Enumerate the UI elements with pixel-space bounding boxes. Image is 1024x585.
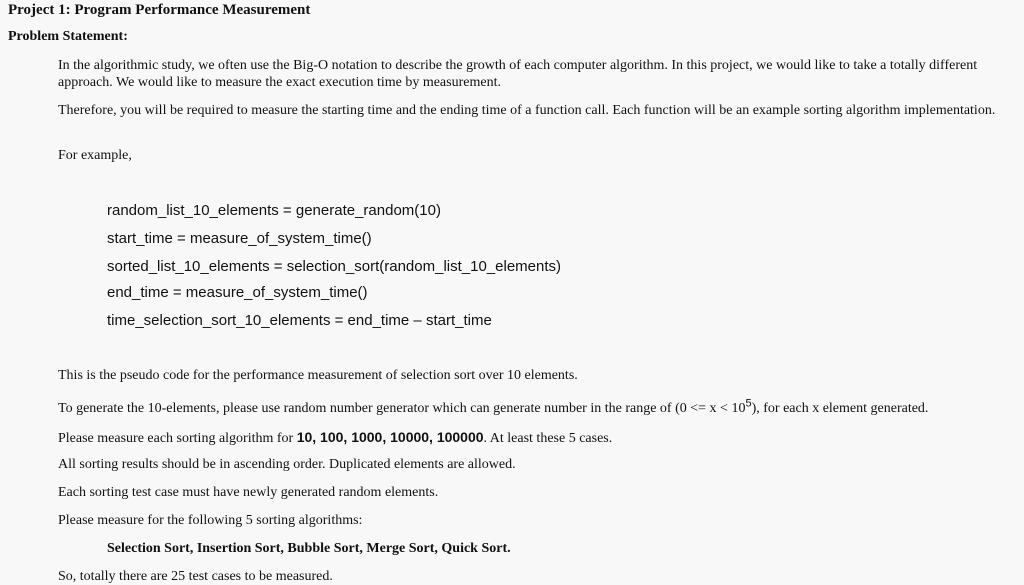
- pseudo-code-note: This is the pseudo code for the performance measurement of selection sort over 10 elements.: [58, 368, 578, 383]
- intro-paragraph: In the algorithmic study, we often use the Big-O notation to describe the growth of each computer algorithm. In this project, we would like to take a totally different approach. We would like to measure the exact execution time by measurement.: [58, 58, 978, 90]
- measure-cases-instruction: [58, 429, 612, 447]
- measure-text-after: . At least these 5 cases.: [483, 431, 613, 446]
- project-title: Project 1: Program Performance Measurement: [8, 2, 311, 18]
- code-line: time_selection_sort_10_elements = end_time – start_time: [107, 312, 492, 329]
- ascending-requirement: All sorting results should be in ascending order. Duplicated elements are allowed.: [58, 457, 516, 472]
- code-line: start_time = measure_of_system_time(): [107, 230, 372, 247]
- code-line: sorted_list_10_elements = selection_sort(random_list_10_elements): [107, 258, 561, 275]
- following-algorithms-label: Please measure for the following 5 sorting algorithms:: [58, 513, 363, 528]
- generate-instruction: [58, 397, 929, 417]
- generate-text-before: To generate the 10-elements, please use random number generator which can generate number in the range of (0 <= x < 10: [58, 401, 746, 416]
- generate-exponent: 5: [745, 397, 752, 410]
- newly-generated-requirement: Each sorting test case must have newly generated random elements.: [58, 485, 439, 500]
- measure-text-before: Please measure each sorting algorithm for: [58, 431, 297, 446]
- measure-sizes: 10, 100, 1000, 10000, 100000: [296, 429, 484, 445]
- for-example-label: For example,: [58, 148, 132, 163]
- generate-text-after: ), for each x element generated.: [751, 401, 929, 416]
- code-line: random_list_10_elements = generate_random(10): [107, 202, 441, 219]
- algorithms-list: Selection Sort, Insertion Sort, Bubble Sort, Merge Sort, Quick Sort.: [107, 541, 511, 556]
- therefore-paragraph: Therefore, you will be required to measure the starting time and the ending time of a function call. Each function will be an example sorting algorithm implementation.: [58, 103, 996, 118]
- code-line: end_time = measure_of_system_time(): [107, 284, 368, 301]
- section-heading: Problem Statement:: [8, 29, 128, 44]
- total-test-cases: So, totally there are 25 test cases to be measured.: [58, 569, 333, 584]
